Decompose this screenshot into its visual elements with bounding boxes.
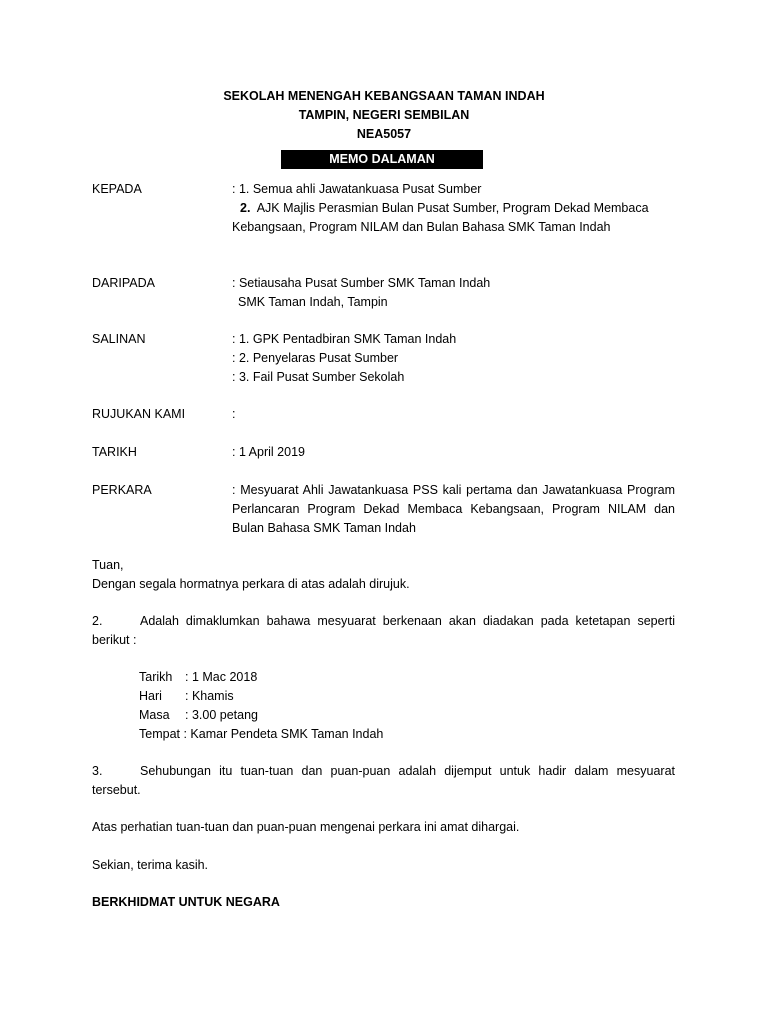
kepada-line-1: : 1. Semua ahli Jawatankuasa Pusat Sumber [232,182,482,196]
paragraph-2 [92,612,675,650]
daripada-label: DARIPADA [92,276,155,290]
rujukan-label: RUJUKAN KAMI [92,407,186,421]
detail-row [139,725,383,744]
salutation: Tuan, [92,558,124,572]
salinan-item: : 3. Fail Pusat Sumber Sekolah [232,370,405,384]
tarikh-label: TARIKH [92,445,137,459]
kepada-line-2 [240,199,649,218]
perkara-label: PERKARA [92,483,152,497]
detail-row [139,687,234,706]
salinan-item: : 2. Penyelaras Pusat Sumber [232,351,399,365]
kepada-line-3: Kebangsaan, Program NILAM dan Bulan Bahasa SMK Taman Indah [232,220,611,234]
tarikh-value: : 1 April 2019 [232,445,305,459]
detail-key: Tarikh [139,670,173,684]
school-address: TAMPIN, NEGERI SEMBILAN [298,108,470,122]
daripada-line-2: SMK Taman Indah, Tampin [238,295,388,309]
opening-line: Dengan segala hormatnya perkara di atas adalah dirujuk. [92,577,410,591]
paragraph-3-text: Sehubungan itu tuan-tuan dan puan-puan adalah dijemput untuk hadir dalam mesyuarat tersebut. [92,764,675,797]
paragraph-3 [92,762,675,800]
paragraph-2-number: 2. [92,614,103,628]
closing-line-2: Sekian, terima kasih. [92,858,209,872]
rujukan-value: : [232,407,236,421]
kepada-line-2-number: 2. [240,201,251,215]
salinan-label: SALINAN [92,332,146,346]
detail-key: Tempat [139,727,180,741]
paragraph-3-number: 3. [92,764,103,778]
detail-key: Hari [139,689,162,703]
daripada-line-1: : Setiausaha Pusat Sumber SMK Taman Indah [232,276,491,290]
detail-value: : Kamar Pendeta SMK Taman Indah [183,727,384,741]
kepada-label: KEPADA [92,182,142,196]
detail-value: : 3.00 petang [185,708,258,722]
closing-line-1: Atas perhatian tuan-tuan dan puan-puan mengenai perkara ini amat dihargai. [92,820,520,834]
detail-value: : Khamis [185,689,234,703]
paragraph-2-text: Adalah dimaklumkan bahawa mesyuarat berkenaan akan diadakan pada ketetapan seperti berikut : [92,614,675,647]
salinan-item: : 1. GPK Pentadbiran SMK Taman Indah [232,332,457,346]
detail-key: Masa [139,708,170,722]
detail-row [139,706,258,725]
school-code: NEA5057 [356,127,412,141]
detail-value: : 1 Mac 2018 [185,670,258,684]
kepada-line-2-text: AJK Majlis Perasmian Bulan Pusat Sumber, Program Dekad Membaca [256,201,649,215]
school-name: SEKOLAH MENENGAH KEBANGSAAN TAMAN INDAH [223,89,545,103]
memo-title-banner: MEMO DALAMAN [281,150,483,169]
motto: BERKHIDMAT UNTUK NEGARA [92,895,280,909]
detail-row [139,668,257,687]
perkara-value: : Mesyuarat Ahli Jawatankuasa PSS kali pertama dan Jawatankuasa Program Perlancaran Program Dekad Membaca Kebangsaan, Program NILAM dan Bulan Bahasa SMK Taman Indah [232,483,675,535]
